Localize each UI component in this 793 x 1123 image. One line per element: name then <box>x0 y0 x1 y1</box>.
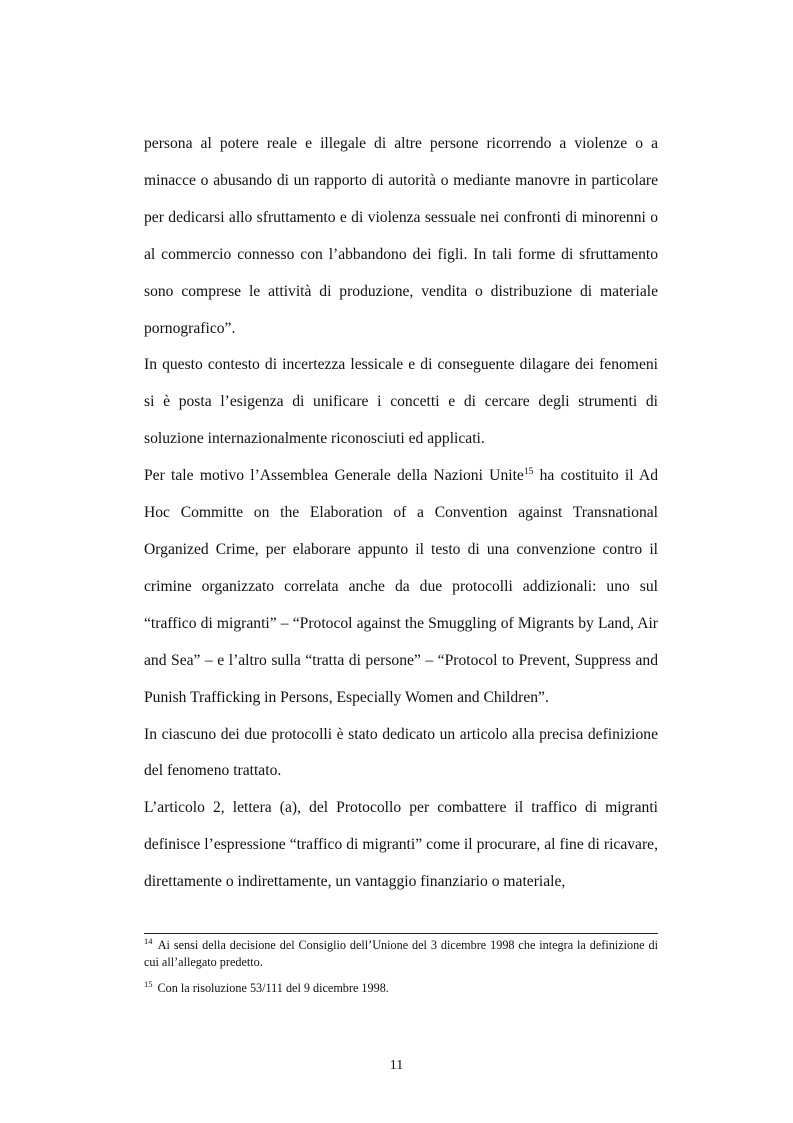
page-number: 11 <box>389 1058 404 1073</box>
footnotes <box>144 937 658 1007</box>
footnote-14 <box>144 937 658 970</box>
paragraph-3-end: ha costituito il Ad Hoc Committe on the Elaboration of a Convention against Transnational Organized Crime, per elaborare appunto il testo di una convenzione contro il crimine organizzato correlata anche da due protocolli addizionali: uno sul “traffico di migranti” – “Protocol against the Smuggling of Migrants by Land, Air and Sea” – e l’altro sulla “tratta di persone” – “Protocol to Prevent, Suppress and Punish Trafficking in Persons, Especially Women and Children”. <box>144 467 659 706</box>
footnote-reference-15: 15 <box>523 467 534 478</box>
footnote-divider <box>144 933 658 934</box>
main-text <box>144 126 658 901</box>
paragraph-5: L’articolo 2, lettera (a), del Protocollo per combattere il traffico di migranti definisce l’espressione “traffico di migranti” come il procurare, al fine di ricavare, direttamente o indirettamente, un vantaggio finanziario o materiale, <box>144 799 658 891</box>
paragraph-1: persona al potere reale e illegale di altre persone ricorrendo a violenze o a minacce o abusando di un rapporto di autorità o mediante manovre in particolare per dedicarsi allo sfruttamento e di violenza sessuale nei confronti di minorenni o al commercio connesso con l’abbandono dei figli. In tali forme di sfruttamento sono comprese le attività di produzione, vendita o distribuzione di materiale pornografico”. <box>144 135 658 337</box>
footnote-number: 15 <box>144 979 153 989</box>
footnote-number: 14 <box>144 936 153 946</box>
paragraph-2: In questo contesto di incertezza lessicale e di conseguente dilagare dei fenomeni si è posta l’esigenza di unificare i concetti e di cercare degli strumenti di soluzione internazionalmente riconosciuti ed applicati. <box>144 356 658 448</box>
page-body <box>144 126 658 901</box>
footnote-15 <box>144 980 658 997</box>
paragraph-3 <box>144 458 658 716</box>
paragraph-4: In ciascuno dei due protocolli è stato dedicato un articolo alla precisa definizione del fenomeno trattato. <box>144 725 658 780</box>
footnote-text: Con la risoluzione 53/111 del 9 dicembre 1998. <box>154 981 389 995</box>
paragraph-3-start: Per tale motivo l’Assemblea Generale della Nazioni Unite <box>144 467 524 485</box>
footnote-text: Ai sensi della decisione del Consiglio dell’Unione del 3 dicembre 1998 che integra la definizione di cui all’allegato predetto. <box>144 938 658 969</box>
